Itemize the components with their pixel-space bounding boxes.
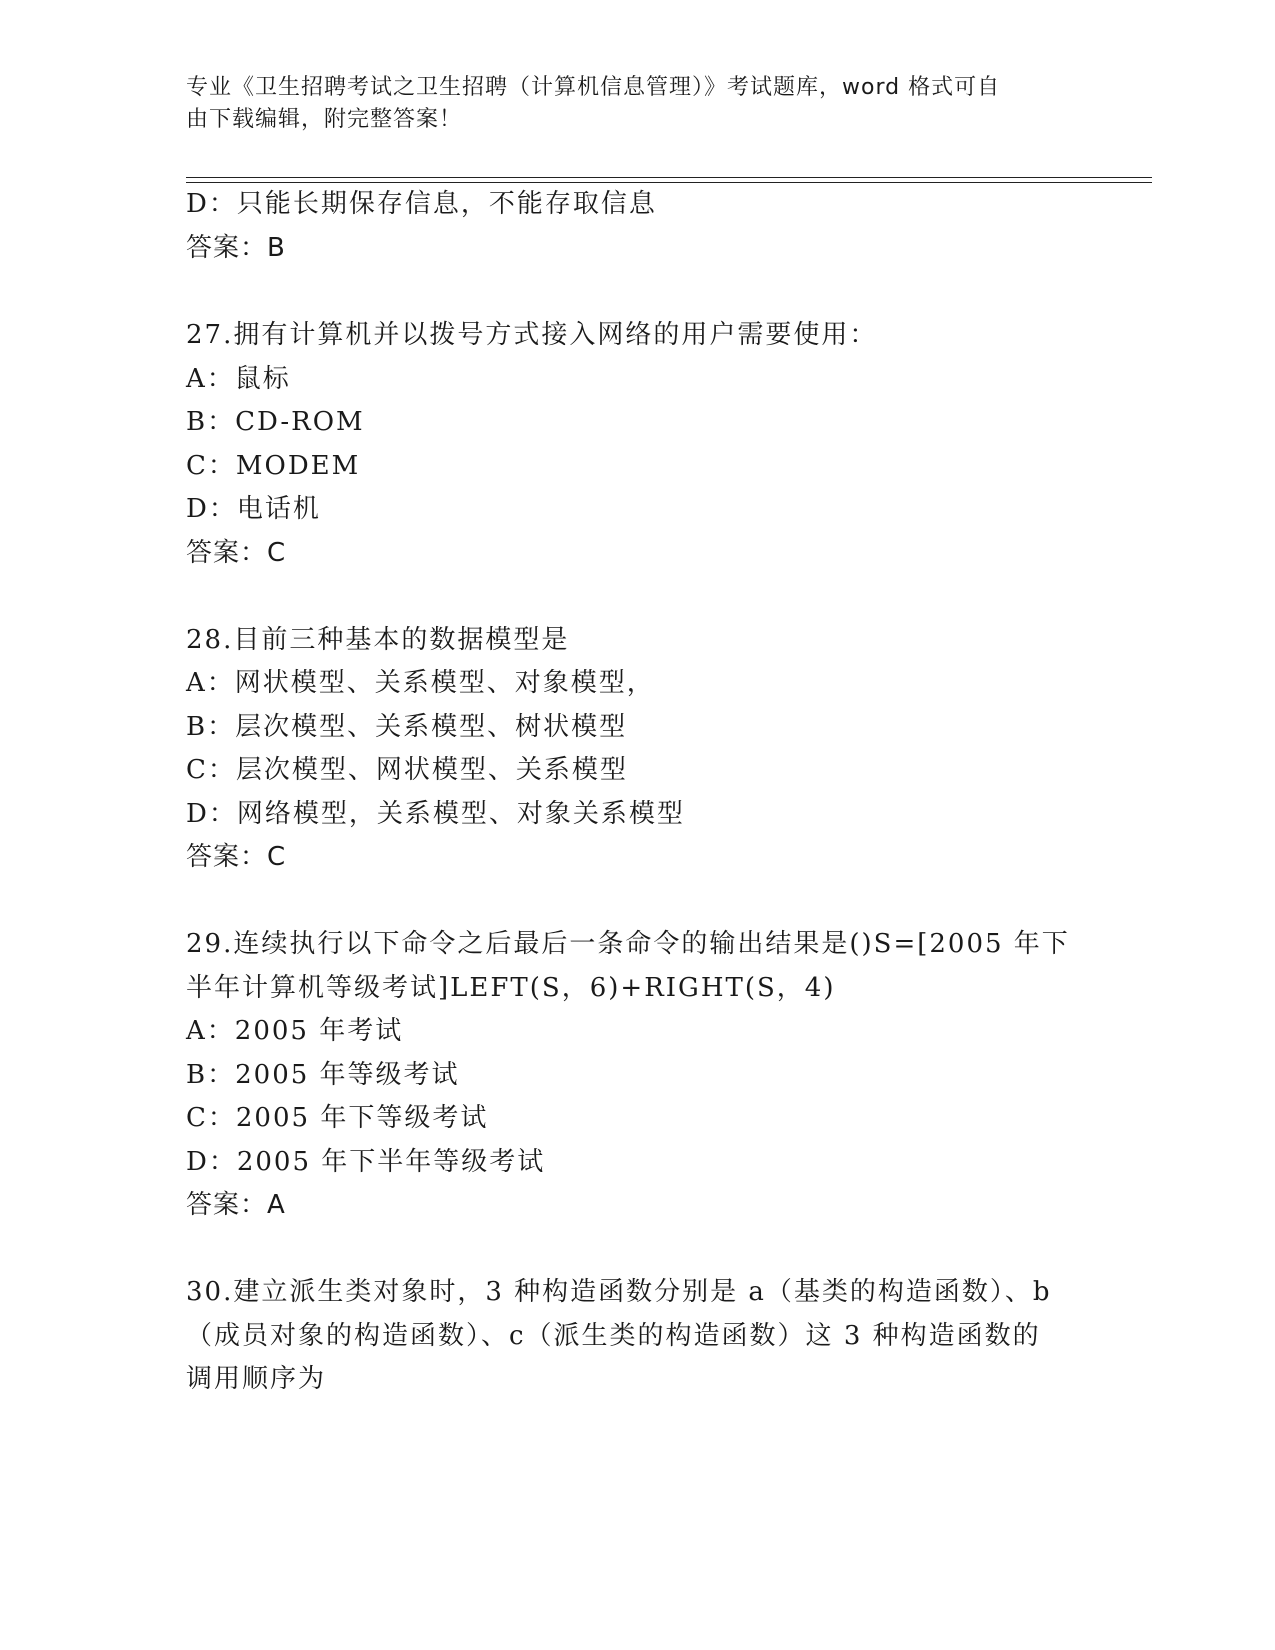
q30-stem-line-2: （成员对象的构造函数）、c（派生类的构造函数）这 3 种构造函数的 xyxy=(186,1321,1041,1351)
q28-option-c: C：层次模型、网状模型、关系模型 xyxy=(186,755,628,785)
q27-answer: 答案：C xyxy=(186,538,287,568)
prev-answer: 答案：B xyxy=(186,233,286,263)
q30-stem-line-3: 调用顺序为 xyxy=(186,1364,327,1394)
q27-option-c: C：MODEM xyxy=(186,451,361,481)
header-divider-bottom xyxy=(186,182,1152,183)
header-divider-top xyxy=(186,177,1152,178)
q29-option-c: C：2005 年下等级考试 xyxy=(186,1103,489,1133)
q27-option-d: D：电话机 xyxy=(186,494,321,524)
q28-option-b: B：层次模型、关系模型、树状模型 xyxy=(186,712,628,742)
q29-stem-line-2: 半年计算机等级考试]LEFT(S，6)+RIGHT(S，4) xyxy=(186,973,836,1003)
header-line-2: 由下载编辑，附完整答案！ xyxy=(186,107,463,132)
q29-option-b: B：2005 年等级考试 xyxy=(186,1060,460,1090)
document-header xyxy=(186,72,1066,136)
q28-option-a: A：网状模型、关系模型、对象模型， xyxy=(186,668,655,698)
q29-answer: 答案：A xyxy=(186,1190,286,1220)
q27-stem: 27.拥有计算机并以拨号方式接入网络的用户需要使用： xyxy=(186,320,878,350)
q28-answer: 答案：C xyxy=(186,842,287,872)
q27-option-a: A：鼠标 xyxy=(186,364,291,394)
q27-option-b: B：CD-ROM xyxy=(186,407,365,437)
header-line-1: 专业《卫生招聘考试之卫生招聘（计算机信息管理）》考试题库，word 格式可自 xyxy=(186,75,1001,100)
q29-stem-line-1: 29.连续执行以下命令之后最后一条命令的输出结果是()S=[2005 年下 xyxy=(186,929,1070,959)
q29-option-d: D：2005 年下半年等级考试 xyxy=(186,1147,546,1177)
q29-option-a: A：2005 年考试 xyxy=(186,1016,404,1046)
q28-option-d: D：网络模型，关系模型、对象关系模型 xyxy=(186,799,685,829)
q28-stem: 28.目前三种基本的数据模型是 xyxy=(186,625,570,655)
q30-stem-line-1: 30.建立派生类对象时，3 种构造函数分别是 a（基类的构造函数）、b xyxy=(186,1277,1052,1307)
prev-option-d: D：只能长期保存信息，不能存取信息 xyxy=(186,189,657,219)
